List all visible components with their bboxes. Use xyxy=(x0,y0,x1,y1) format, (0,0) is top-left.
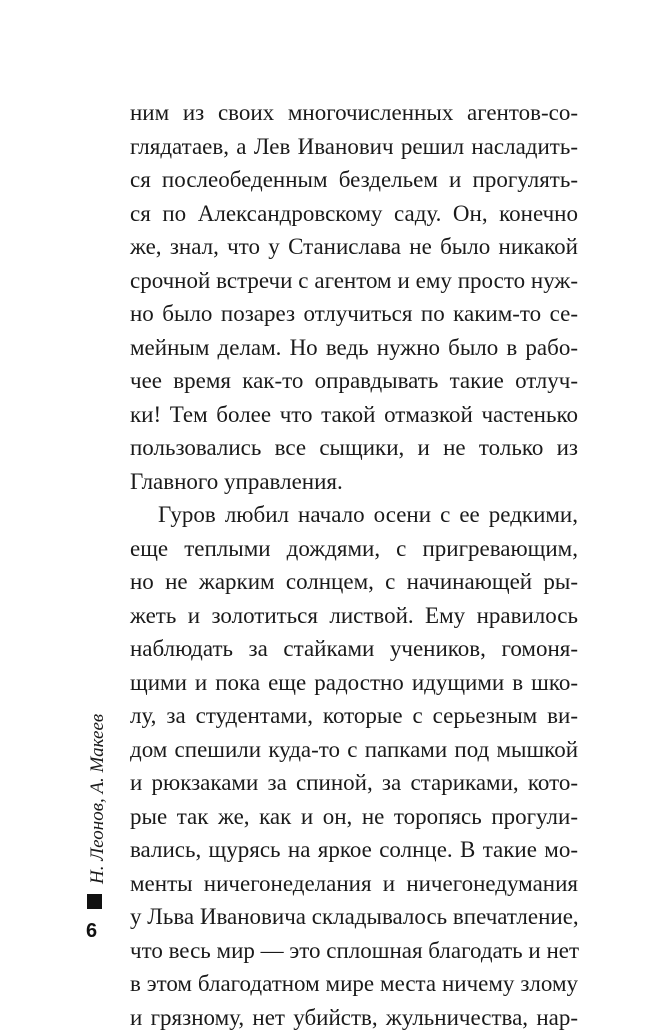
text-line: и рюкзаками за спиной, за стариками, кото- xyxy=(130,770,578,795)
text-line: и грязному, нет убийств, жульничества, нар- xyxy=(130,1004,578,1030)
text-line: мейным делам. Но ведь нужно было в рабо- xyxy=(130,334,578,360)
text-line: наблюдать за стайками учеников, гомоня- xyxy=(130,636,578,661)
text-line: в этом благодатном мире места ничему злому xyxy=(130,971,578,996)
text-line: ся по Александровскому саду. Он, конечно xyxy=(130,200,578,226)
text-line: Главного управления. xyxy=(130,468,343,494)
text-line: ся послеобеденным бездельем и прогулять- xyxy=(130,167,578,192)
text-line: щими и пока еще радостно идущими в шко- xyxy=(130,669,578,695)
text-line: пользовались все сыщики, и не только из xyxy=(130,435,578,460)
text-line: ним из своих многочисленных агентов-со- xyxy=(130,100,578,125)
running-head-authors: Н. Леонов, А. Макеев xyxy=(87,713,108,884)
text-line: дом спешили куда-то с папками под мышкой xyxy=(130,736,578,762)
text-line: еще теплыми дождями, с пригревающим, xyxy=(130,535,578,561)
text-line: глядатаев, а Лев Иванович решил насладить- xyxy=(130,133,578,159)
text-line: но не жарким солнцем, с начинающей ры- xyxy=(130,569,578,594)
text-line: но было позарез отлучиться по каким-то се- xyxy=(130,301,578,326)
page-marker-square xyxy=(87,894,102,909)
text-line: что весь мир — это сплошная благодать и нет xyxy=(130,937,580,963)
paragraph-2 xyxy=(130,498,578,1034)
paragraph-1 xyxy=(130,96,578,498)
text-line: у Льва Ивановича складывалось впечатление, xyxy=(130,904,579,929)
text-line: жеть и золотиться листвой. Ему нравилось xyxy=(130,602,578,628)
text-line: срочной встречи с агентом и ему просто нуж- xyxy=(130,267,578,293)
text-line: ки! Тем более что такой отмазкой частенько xyxy=(130,401,578,427)
text-line: Гуров любил начало осени с ее редкими, xyxy=(158,502,578,527)
text-line: рые так же, как и он, не торопясь прогули- xyxy=(130,803,578,829)
page-number: 6 xyxy=(86,920,98,942)
text-line: вались, щурясь на яркое солнце. В такие мо- xyxy=(130,837,578,862)
text-line: лу, за студентами, которые с серьезным ви- xyxy=(130,703,578,728)
text-line: менты ничегонеделания и ничегонедумания xyxy=(130,870,578,896)
text-line: чее время как-то оправдывать такие отлуч- xyxy=(130,368,578,393)
body-text xyxy=(130,96,578,1034)
text-line: же, знал, что у Станислава не было никакой xyxy=(130,234,578,259)
